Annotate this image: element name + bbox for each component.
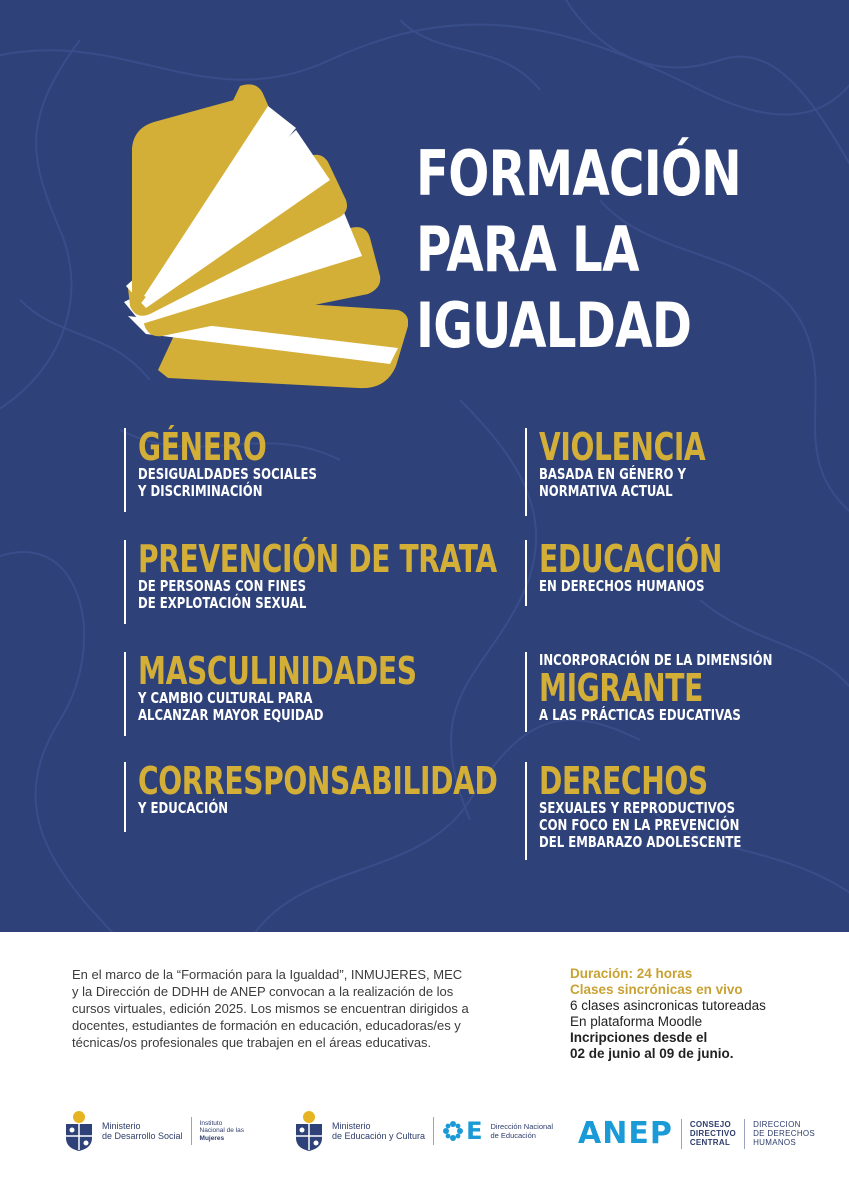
title-line-3: IGUALDAD — [416, 289, 692, 362]
dne-name-2: de Educación — [490, 1131, 536, 1140]
topic-subtitle: CON FOCO EN LA PREVENCIÓN — [539, 816, 740, 834]
topic-subtitle: EN DERECHOS HUMANOS — [539, 577, 705, 595]
topic-subtitle: ALCANZAR MAYOR EQUIDAD — [138, 706, 324, 724]
poster-title — [416, 136, 744, 364]
topic-subtitle: DEL EMBARAZO ADOLESCENTE — [539, 833, 742, 851]
topic-educacion — [525, 537, 786, 606]
title-line-2: PARA LA — [416, 213, 639, 286]
ddhh-name-2: DE DERECHOS — [753, 1129, 816, 1138]
topic-subtitle: DESIGUALDADES SOCIALES — [138, 465, 317, 483]
dne-letter: E — [466, 1117, 483, 1145]
topic-heading: GÉNERO — [138, 425, 267, 469]
codicen-name-2: DIRECTIVO — [689, 1129, 737, 1138]
topic-heading: CORRESPONSABILIDAD — [138, 759, 498, 803]
info-block — [72, 966, 472, 1051]
sponsor-logos — [0, 1100, 849, 1170]
topic-derechos — [525, 759, 798, 860]
topic-heading: MIGRANTE — [539, 666, 703, 710]
course-details — [570, 966, 840, 1062]
uruguay-coat-of-arms-icon — [292, 1110, 326, 1152]
topic-subtitle: Y DISCRIMINACIÓN — [138, 482, 263, 500]
topic-subtitle: DE PERSONAS CON FINES — [138, 577, 307, 595]
topic-heading: MASCULINIDADES — [138, 649, 417, 693]
topic-heading: EDUCACIÓN — [539, 537, 722, 581]
topic-violencia — [525, 425, 764, 516]
topic-pretitle: INCORPORACIÓN DE LA DIMENSIÓN — [539, 651, 773, 669]
logo-divider — [191, 1117, 192, 1145]
ddhh-name-3: HUMANOS — [753, 1138, 797, 1147]
live-classes-text: Clases sincrónicas en vivo — [570, 982, 743, 997]
anep-logo — [578, 1116, 815, 1151]
codicen-name-3: CENTRAL — [689, 1138, 731, 1147]
codicen-name-1: CONSEJO — [689, 1120, 732, 1129]
dne-flower-icon — [442, 1120, 464, 1142]
topic-subtitle: BASADA EN GÉNERO Y — [539, 465, 687, 483]
topic-subtitle: NORMATIVA ACTUAL — [539, 482, 673, 500]
mec-logo — [292, 1110, 553, 1152]
logo-divider — [681, 1119, 682, 1149]
topic-subtitle: SEXUALES Y REPRODUCTIVOS — [539, 799, 736, 817]
mides-name-1: Ministerio — [102, 1121, 141, 1131]
topic-genero — [124, 425, 367, 512]
topic-migrante — [525, 652, 838, 732]
title-line-1: FORMACIÓN — [416, 137, 741, 210]
open-book-icon — [108, 78, 408, 398]
logo-divider — [433, 1117, 434, 1145]
async-classes-text: 6 clases asincronicas tutoreadas — [570, 998, 766, 1013]
dne-name-1: Dirección Nacional — [490, 1122, 553, 1131]
topic-subtitle: Y CAMBIO CULTURAL PARA — [138, 689, 313, 707]
inmujeres-name-2: Nacional de las — [199, 1127, 244, 1135]
inmujeres-name-1: Instituto — [199, 1119, 223, 1127]
inmujeres-name-3: Mujeres — [199, 1134, 225, 1142]
topic-subtitle: DE EXPLOTACIÓN SEXUAL — [138, 594, 307, 612]
mec-name-1: Ministerio — [332, 1121, 371, 1131]
topic-heading: PREVENCIÓN DE TRATA — [138, 537, 497, 581]
logo-divider — [744, 1119, 745, 1149]
platform-text: En plataforma Moodle — [570, 1014, 703, 1029]
topic-subtitle: A LAS PRÁCTICAS EDUCATIVAS — [539, 706, 741, 724]
enrollment-dates: 02 de junio al 09 de junio. — [570, 1046, 734, 1061]
mec-name-2: de Educación y Cultura — [332, 1131, 426, 1141]
topic-heading: VIOLENCIA — [539, 425, 706, 469]
mides-logo — [62, 1110, 244, 1152]
ddhh-name-1: DIRECCION — [753, 1120, 801, 1129]
duration-text: Duración: 24 horas — [570, 966, 693, 981]
anep-wordmark: ANEP — [578, 1116, 673, 1151]
topic-subtitle: Y EDUCACIÓN — [138, 799, 229, 817]
topic-heading: DERECHOS — [539, 759, 708, 803]
topic-masculinidades — [124, 649, 514, 736]
uruguay-coat-of-arms-icon — [62, 1110, 96, 1152]
mides-name-2: de Desarrollo Social — [102, 1131, 183, 1141]
info-paragraph: En el marco de la “Formación para la Igualdad”, INMUJERES, MEC y la Dirección de DDHH de ANEP convocan a la realización de los cursos virtuales, edición 2025. Los mismos se encuentran dirigidos a docentes, estudiantes de formación en educación, educadoras/es y técnicas/os profesionales que trabajen en el áreas educativas. — [72, 967, 469, 1050]
enrollment-text: Incripciones desde el — [570, 1030, 708, 1045]
